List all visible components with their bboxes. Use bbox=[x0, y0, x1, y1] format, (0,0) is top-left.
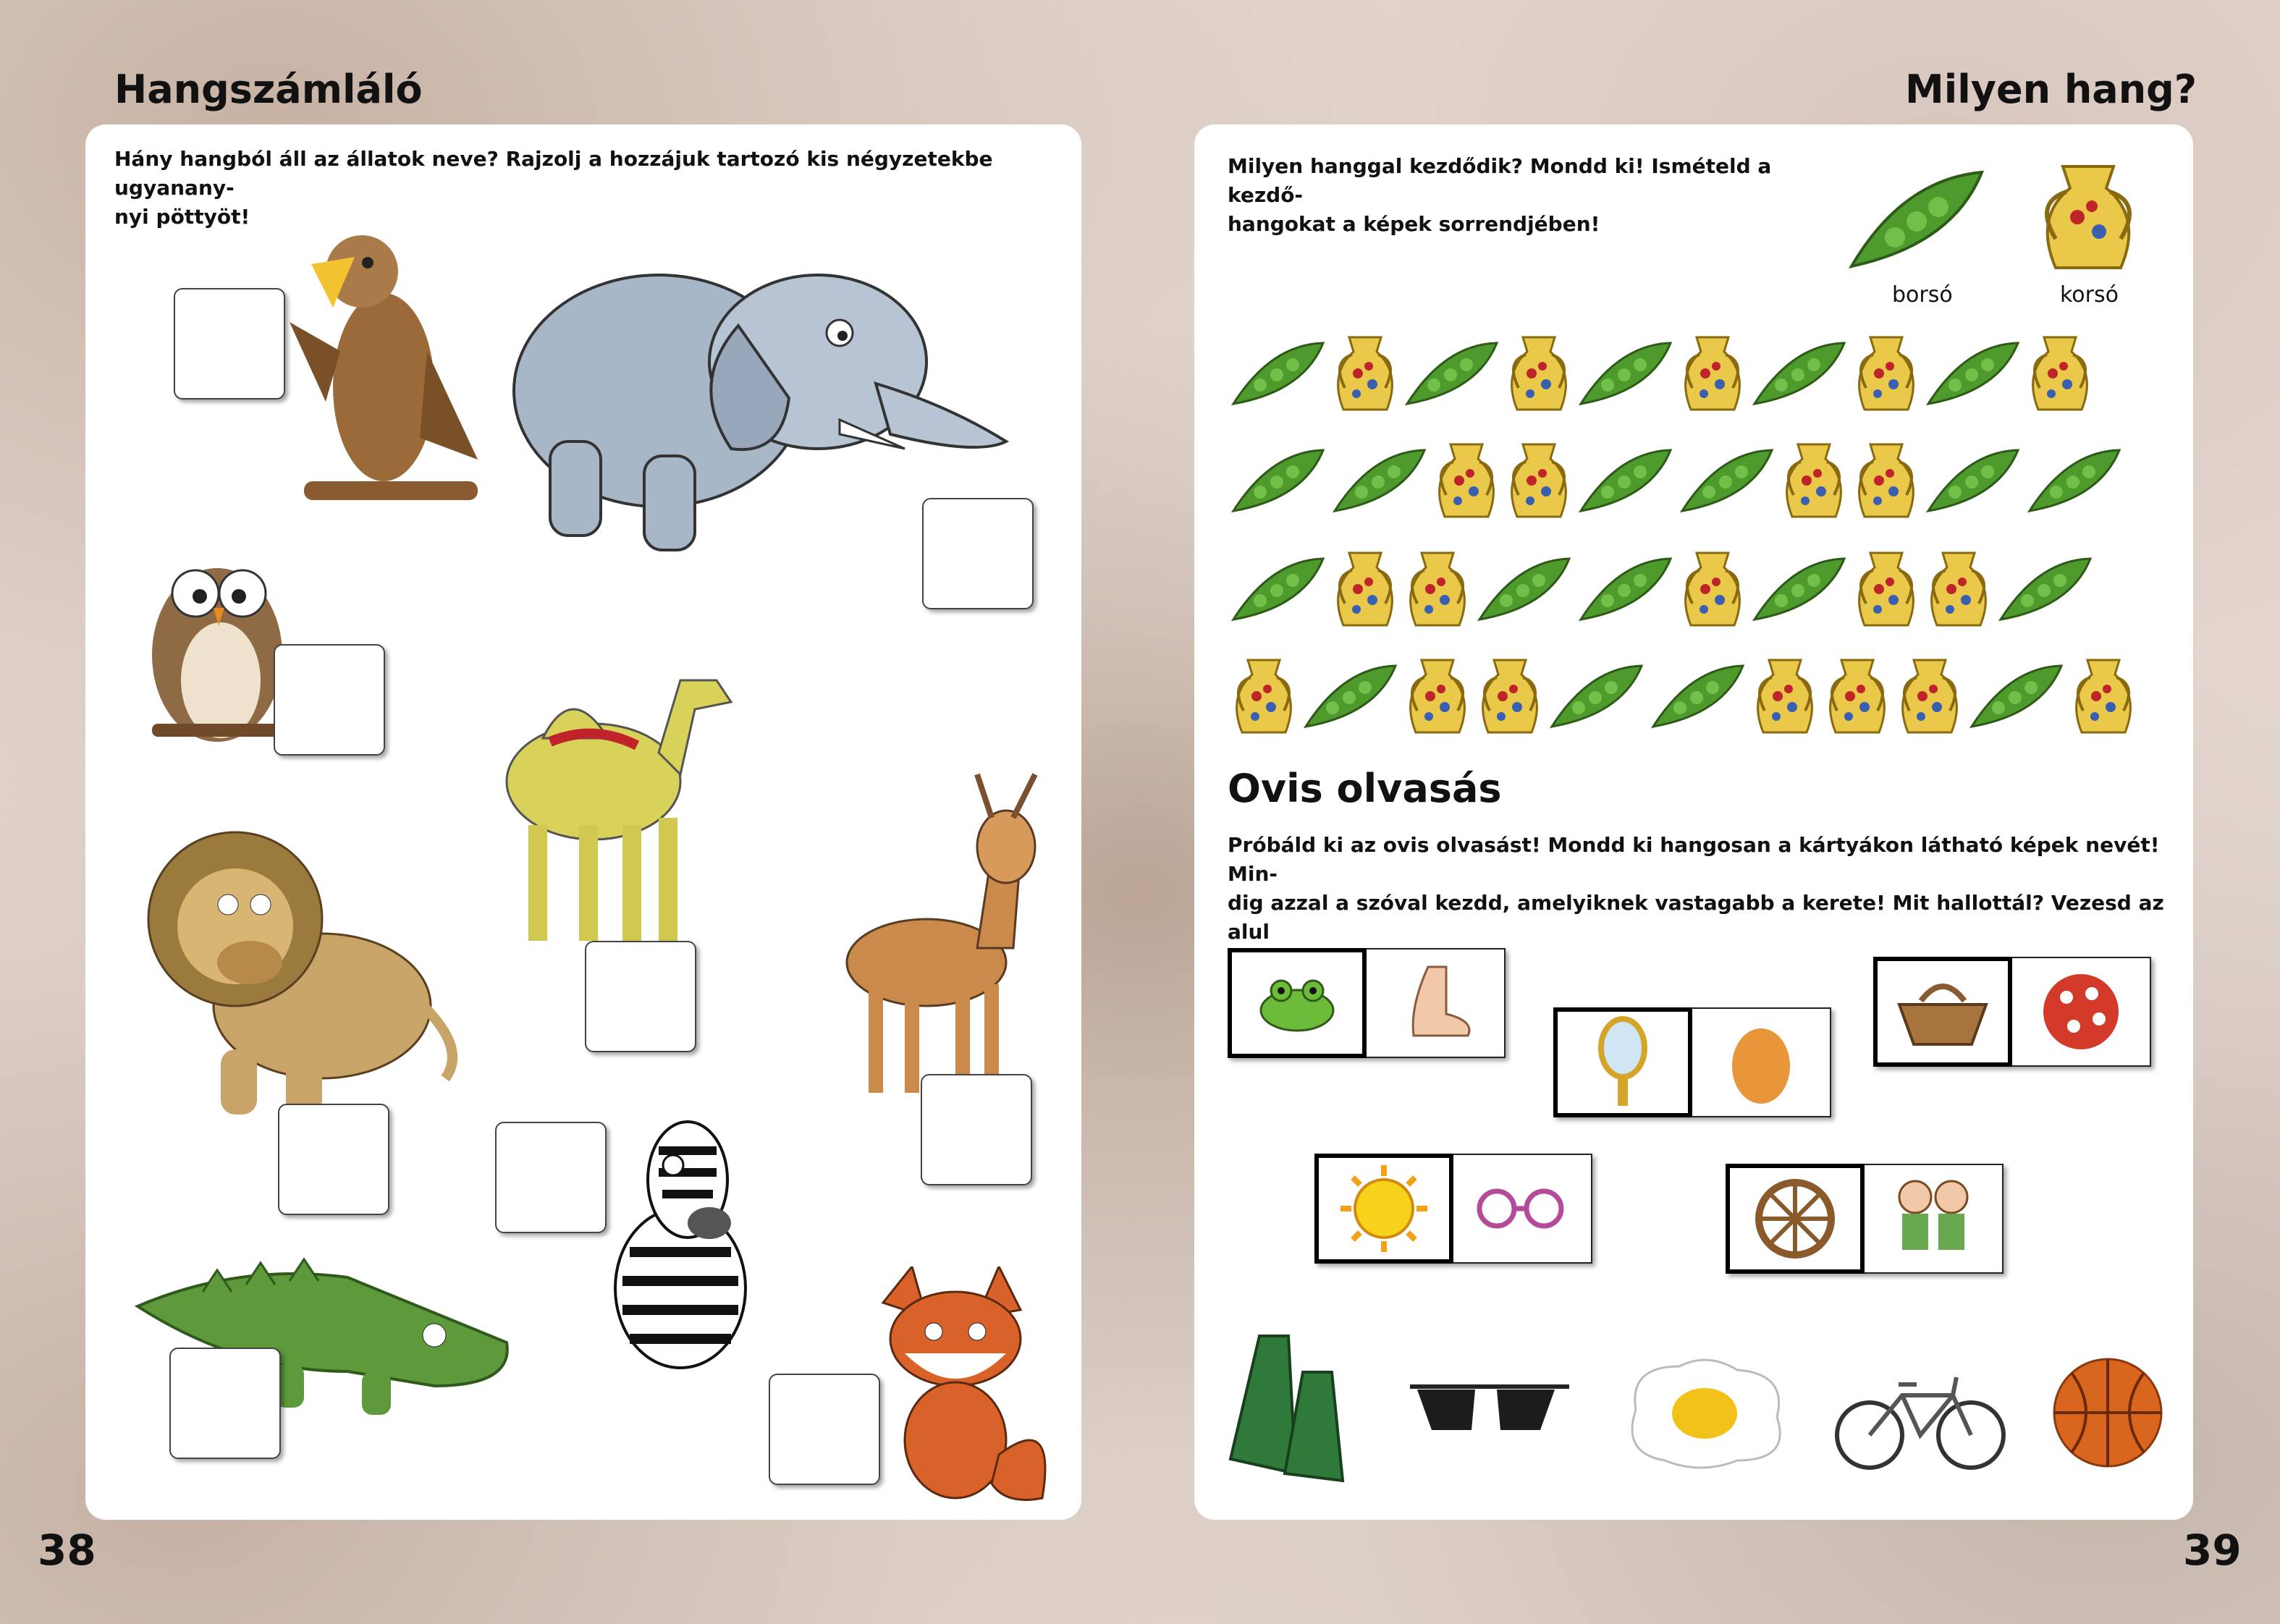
jug-icon bbox=[1401, 546, 1474, 633]
jug-icon bbox=[1850, 546, 1922, 633]
legend-label-borso: borsó bbox=[1892, 282, 1953, 308]
jug-icon bbox=[1503, 437, 1575, 524]
crocodile-answer-box[interactable] bbox=[169, 1348, 281, 1459]
left-page-number: 38 bbox=[38, 1526, 96, 1575]
pea-pod-icon bbox=[1401, 337, 1503, 410]
fried-egg-icon bbox=[1614, 1352, 1795, 1475]
zebra-illustration bbox=[594, 1107, 767, 1397]
ball-icon bbox=[2012, 957, 2151, 1067]
reading-card-4[interactable] bbox=[1314, 1154, 1592, 1264]
lion-illustration bbox=[141, 818, 467, 1122]
jug-icon bbox=[1922, 546, 1995, 633]
right-instruction-line2: hangokat a képek sorrendjében! bbox=[1228, 212, 1600, 236]
pea-pod-icon bbox=[1749, 553, 1850, 625]
twins-icon bbox=[1865, 1164, 2004, 1274]
lion-answer-box[interactable] bbox=[278, 1104, 389, 1215]
deer-illustration bbox=[825, 767, 1057, 1100]
sun-icon bbox=[1314, 1154, 1453, 1264]
sequence-row bbox=[1228, 546, 2096, 633]
jug-icon bbox=[1850, 330, 1922, 417]
right-instruction bbox=[1228, 152, 1821, 239]
jug-icon bbox=[1749, 653, 1821, 740]
section2-title: Ovis olvasás bbox=[1228, 766, 1502, 811]
camel-answer-box[interactable] bbox=[585, 941, 696, 1052]
left-instruction bbox=[114, 145, 1070, 232]
pea-pod-icon bbox=[1575, 337, 1676, 410]
reading-card-3[interactable] bbox=[1873, 957, 2151, 1067]
pea-pod-icon bbox=[1228, 444, 1329, 517]
reading-card-2[interactable] bbox=[1553, 1007, 1831, 1117]
bicycle-icon bbox=[1830, 1359, 2011, 1475]
eagle-illustration bbox=[282, 221, 485, 539]
glasses-icon bbox=[1453, 1154, 1592, 1264]
sunglasses-icon bbox=[1403, 1379, 1576, 1445]
jug-icon bbox=[1893, 653, 1966, 740]
pea-pod-icon bbox=[1300, 660, 1401, 732]
reading-card-5[interactable] bbox=[1726, 1164, 2004, 1274]
pea-pod-icon bbox=[1228, 553, 1329, 625]
jug-icon bbox=[1676, 330, 1749, 417]
right-page-number: 39 bbox=[2183, 1526, 2242, 1575]
sequence-row bbox=[1228, 653, 2140, 740]
jug-icon bbox=[2024, 330, 2096, 417]
sequence-row bbox=[1228, 330, 2096, 417]
deer-answer-box[interactable] bbox=[921, 1074, 1032, 1185]
jug-icon bbox=[1778, 437, 1850, 524]
frog-icon bbox=[1228, 948, 1367, 1058]
flippers-icon bbox=[1223, 1329, 1346, 1488]
right-page-title: Milyen hang? bbox=[1905, 67, 2197, 112]
legend-label-korso: korsó bbox=[2060, 282, 2119, 308]
pea-pod-icon bbox=[1966, 660, 2067, 732]
section2-line2: dig azzal a szóval kezdd, amelyiknek vastagabb a kerete! Mit hallottál? Vezesd az alul bbox=[1228, 891, 2164, 944]
elephant-answer-box[interactable] bbox=[922, 498, 1034, 609]
owl-illustration bbox=[138, 528, 297, 753]
jug-icon bbox=[1676, 546, 1749, 633]
jug-icon bbox=[1329, 330, 1401, 417]
egg-icon bbox=[1692, 1007, 1831, 1117]
zebra-answer-box[interactable] bbox=[495, 1122, 607, 1233]
section2-line1: Próbáld ki az ovis olvasást! Mondd ki hangosan a kártyákon látható képek nevét! Min- bbox=[1228, 833, 2160, 886]
jug-icon bbox=[2034, 152, 2142, 282]
left-instruction-line1: Hány hangból áll az állatok neve? Rajzolj a hozzájuk tartozó kis négyzetekbe ugyanany- bbox=[114, 147, 993, 200]
eagle-answer-box[interactable] bbox=[174, 288, 285, 399]
pea-pod-icon bbox=[1844, 165, 1989, 274]
reading-card-1[interactable] bbox=[1228, 948, 1506, 1058]
fox-answer-box[interactable] bbox=[769, 1374, 880, 1485]
jug-icon bbox=[1850, 437, 1922, 524]
owl-answer-box[interactable] bbox=[274, 644, 385, 756]
jug-icon bbox=[2067, 653, 2140, 740]
right-instruction-line1: Milyen hanggal kezdődik? Mondd ki! Ismételd a kezdő- bbox=[1228, 154, 1772, 207]
pea-pod-icon bbox=[1575, 553, 1676, 625]
pea-pod-icon bbox=[2024, 444, 2125, 517]
pea-pod-icon bbox=[1922, 337, 2024, 410]
jug-icon bbox=[1430, 437, 1503, 524]
pea-pod-icon bbox=[1647, 660, 1749, 732]
left-page-title: Hangszámláló bbox=[114, 67, 423, 112]
pea-pod-icon bbox=[1749, 337, 1850, 410]
jug-icon bbox=[1821, 653, 1893, 740]
sequence-row bbox=[1228, 437, 2125, 524]
pea-pod-icon bbox=[1922, 444, 2024, 517]
pea-pod-icon bbox=[1228, 337, 1329, 410]
camel-illustration bbox=[499, 637, 746, 955]
pea-pod-icon bbox=[1329, 444, 1430, 517]
jug-icon bbox=[1401, 653, 1474, 740]
pea-pod-icon bbox=[1546, 660, 1647, 732]
pea-pod-icon bbox=[1995, 553, 2096, 625]
jug-icon bbox=[1503, 330, 1575, 417]
pea-pod-icon bbox=[1676, 444, 1778, 517]
left-instruction-line2: nyi pöttyöt! bbox=[114, 205, 250, 229]
basketball-icon bbox=[2050, 1355, 2166, 1471]
jug-icon bbox=[1329, 546, 1401, 633]
foot-icon bbox=[1367, 948, 1506, 1058]
pea-pod-icon bbox=[1575, 444, 1676, 517]
pea-pod-icon bbox=[1474, 553, 1575, 625]
jug-icon bbox=[1474, 653, 1546, 740]
basket-icon bbox=[1873, 957, 2012, 1067]
mirror-icon bbox=[1553, 1007, 1692, 1117]
wheel-icon bbox=[1726, 1164, 1865, 1274]
jug-icon bbox=[1228, 653, 1300, 740]
